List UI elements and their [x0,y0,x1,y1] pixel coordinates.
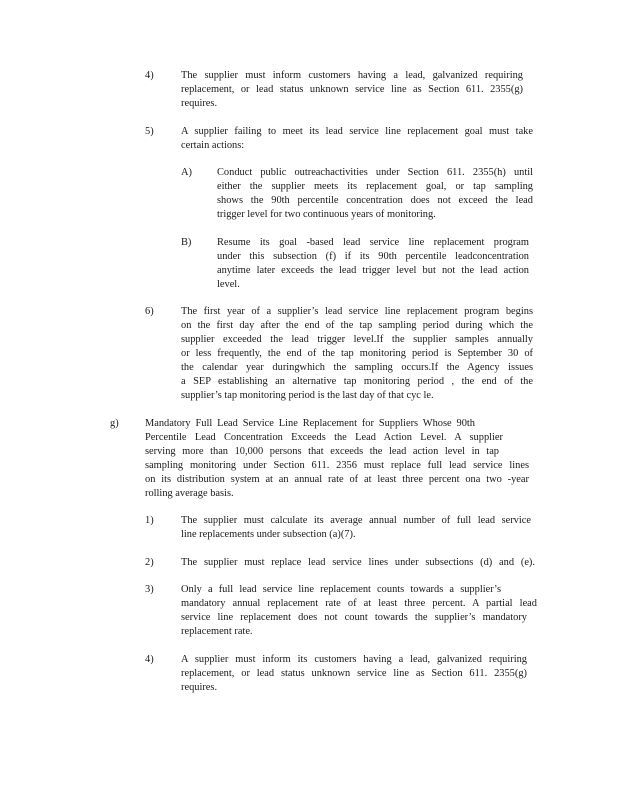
text-line: A supplier failing to meet its lead service line replacement goal must take [181,126,533,137]
text-line: line replacements under subsection (a)(7). [181,529,356,540]
text-line: on its distribution system at an annual rate of at least three percent ona two -year [145,474,529,485]
text-line: The first year of a supplier’s lead service line replacement program begins [181,306,533,317]
item-label: 1) [145,515,154,526]
text-line: anytime later exceeds the lead trigger level but not the lead action [217,265,529,276]
text-line: Mandatory Full Lead Service Line Replacement for Suppliers Whose 90th [145,418,475,429]
item-label: 4) [145,654,154,665]
text-line: mandatory annual replacement rate of at least three percent. A partial lead [181,598,537,609]
item-label: B) [181,237,192,248]
item-label: 5) [145,126,154,137]
item-label: 2) [145,557,154,568]
item-text [145,417,529,501]
text-line: serving more than 10,000 persons that exceeds the lead action level in tap [145,446,499,457]
item-text [181,653,527,695]
text-line: trigger level for two continuous years of monitoring. [217,209,436,220]
text-line: shows the 90th percentile concentration does not exceed the lead [217,195,533,206]
item-text [217,236,529,292]
item-text [217,166,533,222]
text-line: Conduct public outreachactivities under Section 611. 2355(h) until [217,167,533,178]
text-line: either the supplier meets its replacement goal, or tap sampling [217,181,533,192]
text-line: supplier’s tap monitoring period is the last day of that cyc le. [181,390,434,401]
text-line: Only a full lead service line replacement counts towards a supplier’s [181,584,501,595]
item-text [181,305,533,403]
text-line: or less frequently, the end of the tap monitoring period is September 30 of [181,348,533,359]
text-line: rolling average basis. [145,488,234,499]
text-line: level. [217,279,240,290]
text-line: requires. [181,98,218,109]
text-line: A supplier must inform its customers having a lead, galvanized requiring [181,654,527,665]
text-line: The supplier must calculate its average annual number of full lead service [181,515,531,526]
item-label: 4) [145,70,154,81]
text-line: service line replacement does not count towards the supplier’s mandatory [181,612,527,623]
item-text [181,514,531,542]
item-label: g) [110,418,119,429]
item-label: 6) [145,306,154,317]
text-line: a SEP establishing an alternative tap monitoring period , the end of the [181,376,533,387]
item-label: 3) [145,584,154,595]
text-line: supplier exceeded the lead trigger level.If the supplier samples annually [181,334,533,345]
text-line: requires. [181,682,218,693]
text-line: replacement, or lead status unknown service line as Section 611. 2355(g) [181,84,523,95]
item-text [181,69,523,111]
text-line: under this subsection (f) if its 90th percentile leadconcentration [217,251,529,262]
text-line: The supplier must inform customers having a lead, galvanized requiring [181,70,523,81]
text-line: The supplier must replace lead service lines under subsections (d) and (e). [181,557,535,568]
text-line: certain actions: [181,140,245,151]
item-label: A) [181,167,192,178]
text-line: the calendar year duringwhich the sampling occurs.If the Agency issues [181,362,533,373]
text-line: replacement rate. [181,626,253,637]
text-line: Percentile Lead Concentration Exceeds the Lead Action Level. A supplier [145,432,503,443]
item-text [181,125,533,153]
text-line: on the first day after the end of the tap sampling period during which the [181,320,533,331]
item-text [181,583,537,639]
text-line: Resume its goal -based lead service line replacement program [217,237,529,248]
text-line: sampling monitoring under Section 611. 2356 must replace full lead service lines [145,460,529,471]
item-text [181,556,535,570]
text-line: replacement, or lead status unknown service line as Section 611. 2355(g) [181,668,527,679]
